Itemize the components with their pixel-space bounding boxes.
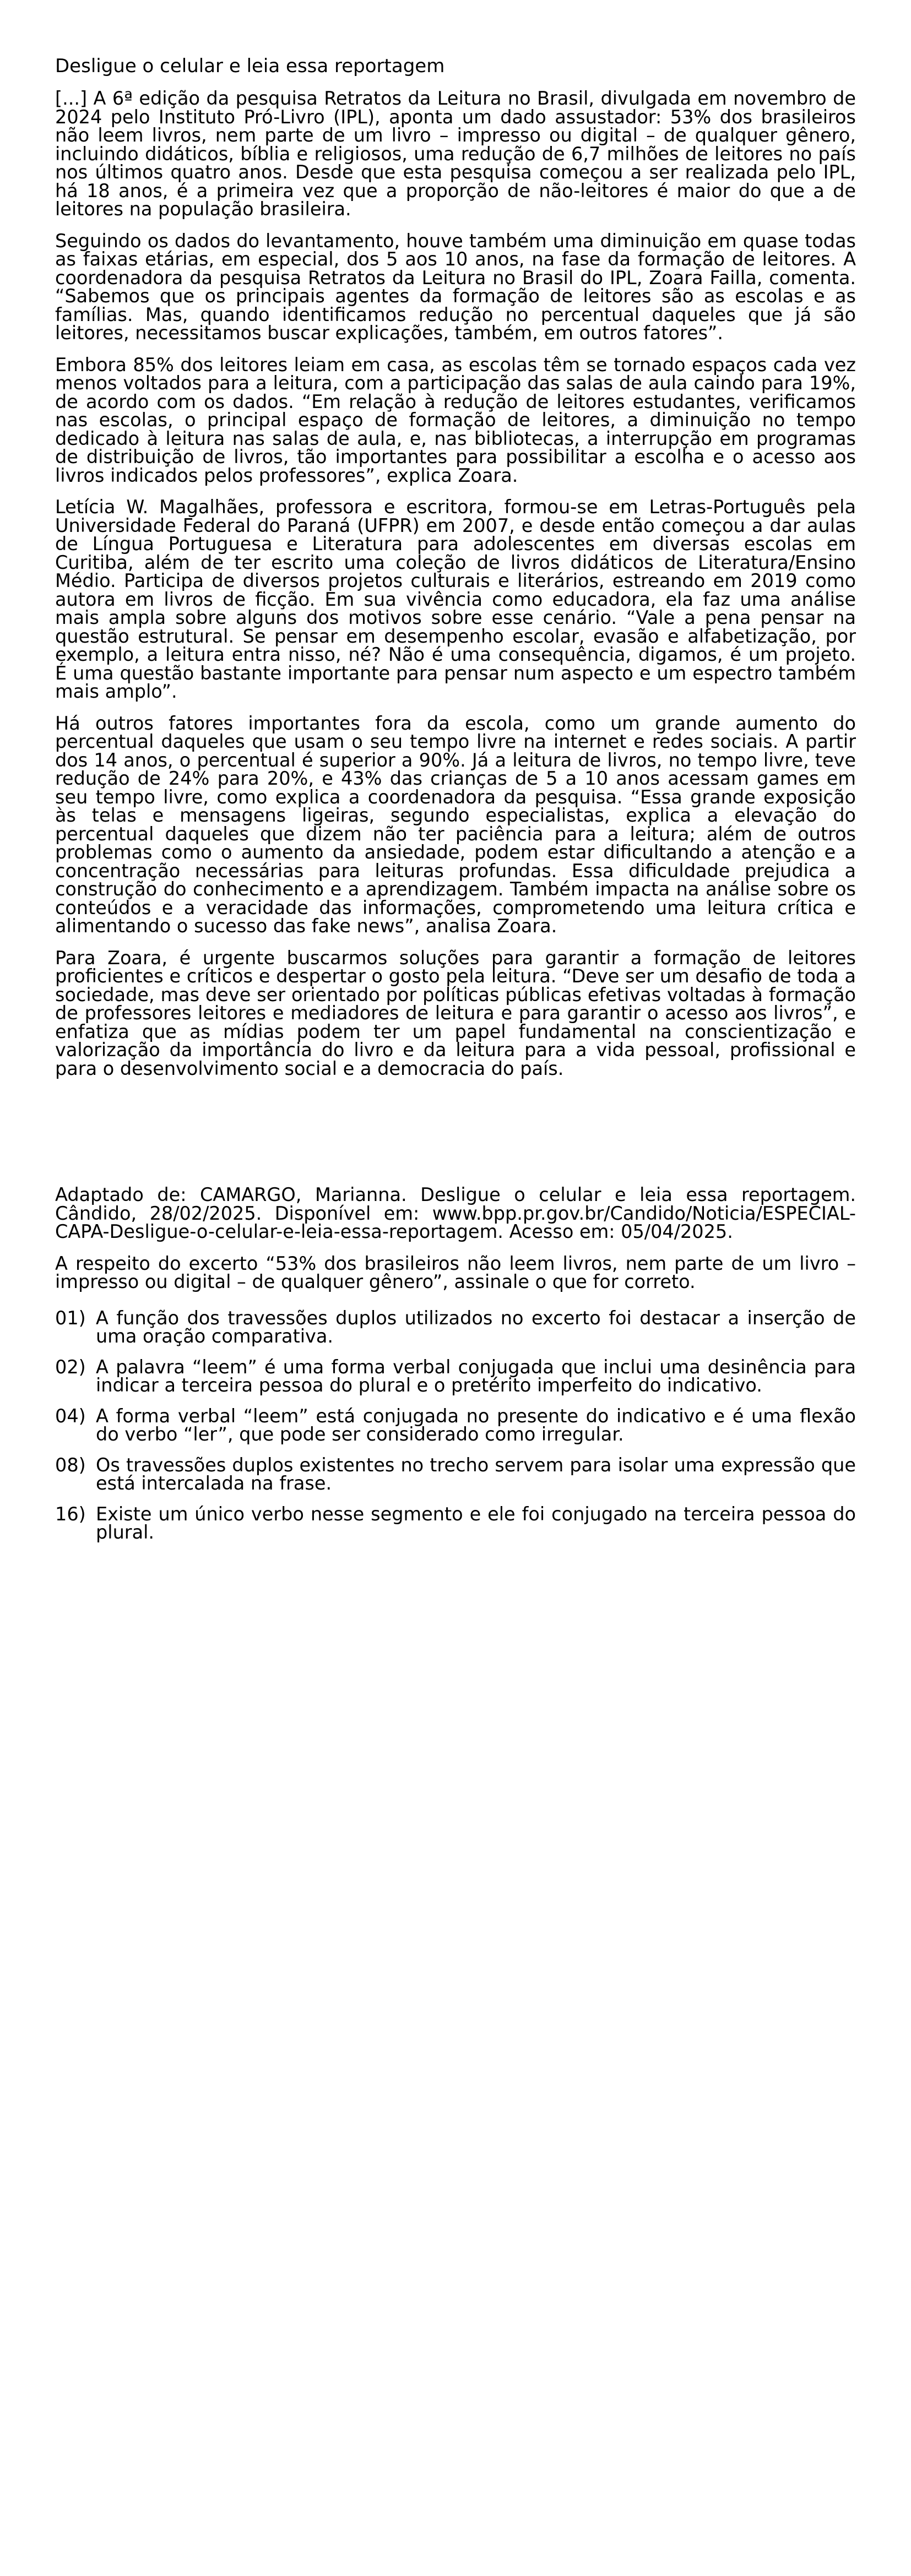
option-text: A forma verbal “leem” está conjugada no presente do indicativo e é uma flexão do verbo “ler”, que pode ser considerado como irregular.: [96, 1405, 856, 1445]
option-number: 02): [55, 1356, 86, 1378]
option-number: 16): [55, 1503, 86, 1525]
option-text: A função dos travessões duplos utilizados no excerto foi destacar a inserção de uma oração comparativa.: [96, 1307, 856, 1347]
article-paragraph-4: Letícia W. Magalhães, professora e escritora, formou-se em Letras-Português pela Universidade Federal do Paraná (UFPR) em 2007, e desde então começou a dar aulas de Língua Portuguesa e Literatura para adolescentes em diversas escolas em Curitiba, além de ter escrito uma coleção de livros didáticos de Literatura/Ensino Médio. Participa de diversos projetos culturais e literários, estreando em 2019 como autora em livros de ficção. Em sua vivência como educadora, ela faz uma análise mais ampla sobre alguns dos motivos sobre esse cenário. “Vale a pena pensar na questão estrutural. Se pensar em desempenho escolar, evasão e alfabetização, por exemplo, a leitura entra nisso, né? Não é uma consequência, digamos, é um projeto. É uma questão bastante importante para pensar num aspecto e um espectro também mais amplo”.: [55, 496, 856, 702]
answer-option: [55, 1456, 856, 1493]
option-number: 04): [55, 1405, 86, 1427]
option-text: A palavra “leem” é uma forma verbal conjugada que inclui uma desinência para indicar a terceira pessoa do plural e o pretérito imperfeito do indicativo.: [96, 1356, 856, 1396]
answer-option: [55, 1407, 856, 1444]
article-title: Desligue o celular e leia essa reportagem: [55, 55, 445, 77]
option-text: Os travessões duplos existentes no trecho servem para isolar uma expressão que está intercalada na frase.: [96, 1454, 856, 1494]
source-citation: Adaptado de: CAMARGO, Marianna. Desligue o celular e leia essa reportagem. Cândido, 28/02/2025. Disponível em: www.bpp.pr.gov.br/Candido/Noticia/ESPECIAL-CAPA-Desligue-o-celular-e-leia-essa-reportagem. Acesso em: 05/04/2025.: [55, 1184, 856, 1242]
article-paragraph-2: Seguindo os dados do levantamento, houve também uma diminuição em quase todas as faixas etárias, em especial, dos 5 aos 10 anos, na fase da formação de leitores. A coordenadora da pesquisa Retratos da Leitura no Brasil do IPL, Zoara Failla, comenta. “Sabemos que os principais agentes da formação de leitores são as escolas e as famílias. Mas, quando identificamos redução no percentual daqueles que já são leitores, necessitamos buscar explicações, também, em outros fatores”.: [55, 230, 856, 344]
question-prompt: A respeito do excerto “53% dos brasileiros não leem livros, nem parte de um livro – impresso ou digital – de qualquer gênero”, assinale o que for correto.: [55, 1252, 856, 1292]
article-paragraph-1: [...] A 6ª edição da pesquisa Retratos da Leitura no Brasil, divulgada em novembro de 2024 pelo Instituto Pró-Livro (IPL), aponta um dado assustador: 53% dos brasileiros não leem livros, nem parte de um livro – impresso ou digital – de qualquer gênero, incluindo didáticos, bíblia e religiosos, uma redução de 6,7 milhões de leitores no país nos últimos quatro anos. Desde que esta pesquisa começou a ser realizada pelo IPL, há 18 anos, é a primeira vez que a proporção de não-leitores é maior do que a de leitores na população brasileira.: [55, 88, 856, 220]
article-paragraph-5: Há outros fatores importantes fora da escola, como um grande aumento do percentual daqueles que usam o seu tempo livre na internet e redes sociais. A partir dos 14 anos, o percentual é superior a 90%. Já a leitura de livros, no tempo livre, teve redução de 24% para 20%, e 43% das crianças de 5 a 10 anos acessam games em seu tempo livre, como explica a coordenadora da pesquisa. “Essa grande exposição às telas e mensagens ligeiras, segundo especialistas, explica a elevação do percentual daqueles que dizem não ter paciência para a leitura; além de outros problemas como o aumento da ansiedade, podem estar dificultando a atenção e a concentração necessárias para leituras profundas. Essa dificuldade prejudica a construção do conhecimento e a aprendizagem. Também impacta na análise sobre os conteúdos e a veracidade das informações, comprometendo uma leitura crítica e alimentando o sucesso das fake news”, analisa Zoara.: [55, 712, 856, 937]
article-paragraph-6: Para Zoara, é urgente buscarmos soluções para garantir a formação de leitores proficientes e críticos e despertar o gosto pela leitura. “Deve ser um desafio de toda a sociedade, mas deve ser orientado por políticas públicas efetivas voltadas à formação de professores leitores e mediadores de leitura e para garantir o acesso aos livros”, e enfatiza que as mídias podem ter um papel fundamental na conscientização e valorização da importância do livro e da leitura para a vida pessoal, profissional e para o desenvolvimento social e a democracia do país.: [55, 947, 856, 1079]
article-body: [55, 89, 856, 1078]
option-number: 01): [55, 1307, 86, 1329]
answer-option: [55, 1358, 856, 1395]
article-paragraph-3: Embora 85% dos leitores leiam em casa, as escolas têm se tornado espaços cada vez menos voltados para a leitura, com a participação das salas de aula caindo para 19%, de acordo com os dados. “Em relação à redução de leitores estudantes, verificamos nas escolas, o principal espaço de formação de leitores, a diminuição no tempo dedicado à leitura nas salas de aula, e, nas bibliotecas, a interrupção em programas de distribuição de livros, tão importantes para possibilitar a escolha e o acesso aos livros indicados pelos professores”, explica Zoara.: [55, 354, 856, 486]
option-number: 08): [55, 1454, 86, 1476]
answer-options: [55, 1309, 856, 1542]
option-text: Existe um único verbo nesse segmento e ele foi conjugado na terceira pessoa do plural.: [96, 1503, 856, 1543]
answer-option: [55, 1309, 856, 1346]
source-block: [55, 1186, 856, 1542]
answer-option: [55, 1505, 856, 1542]
